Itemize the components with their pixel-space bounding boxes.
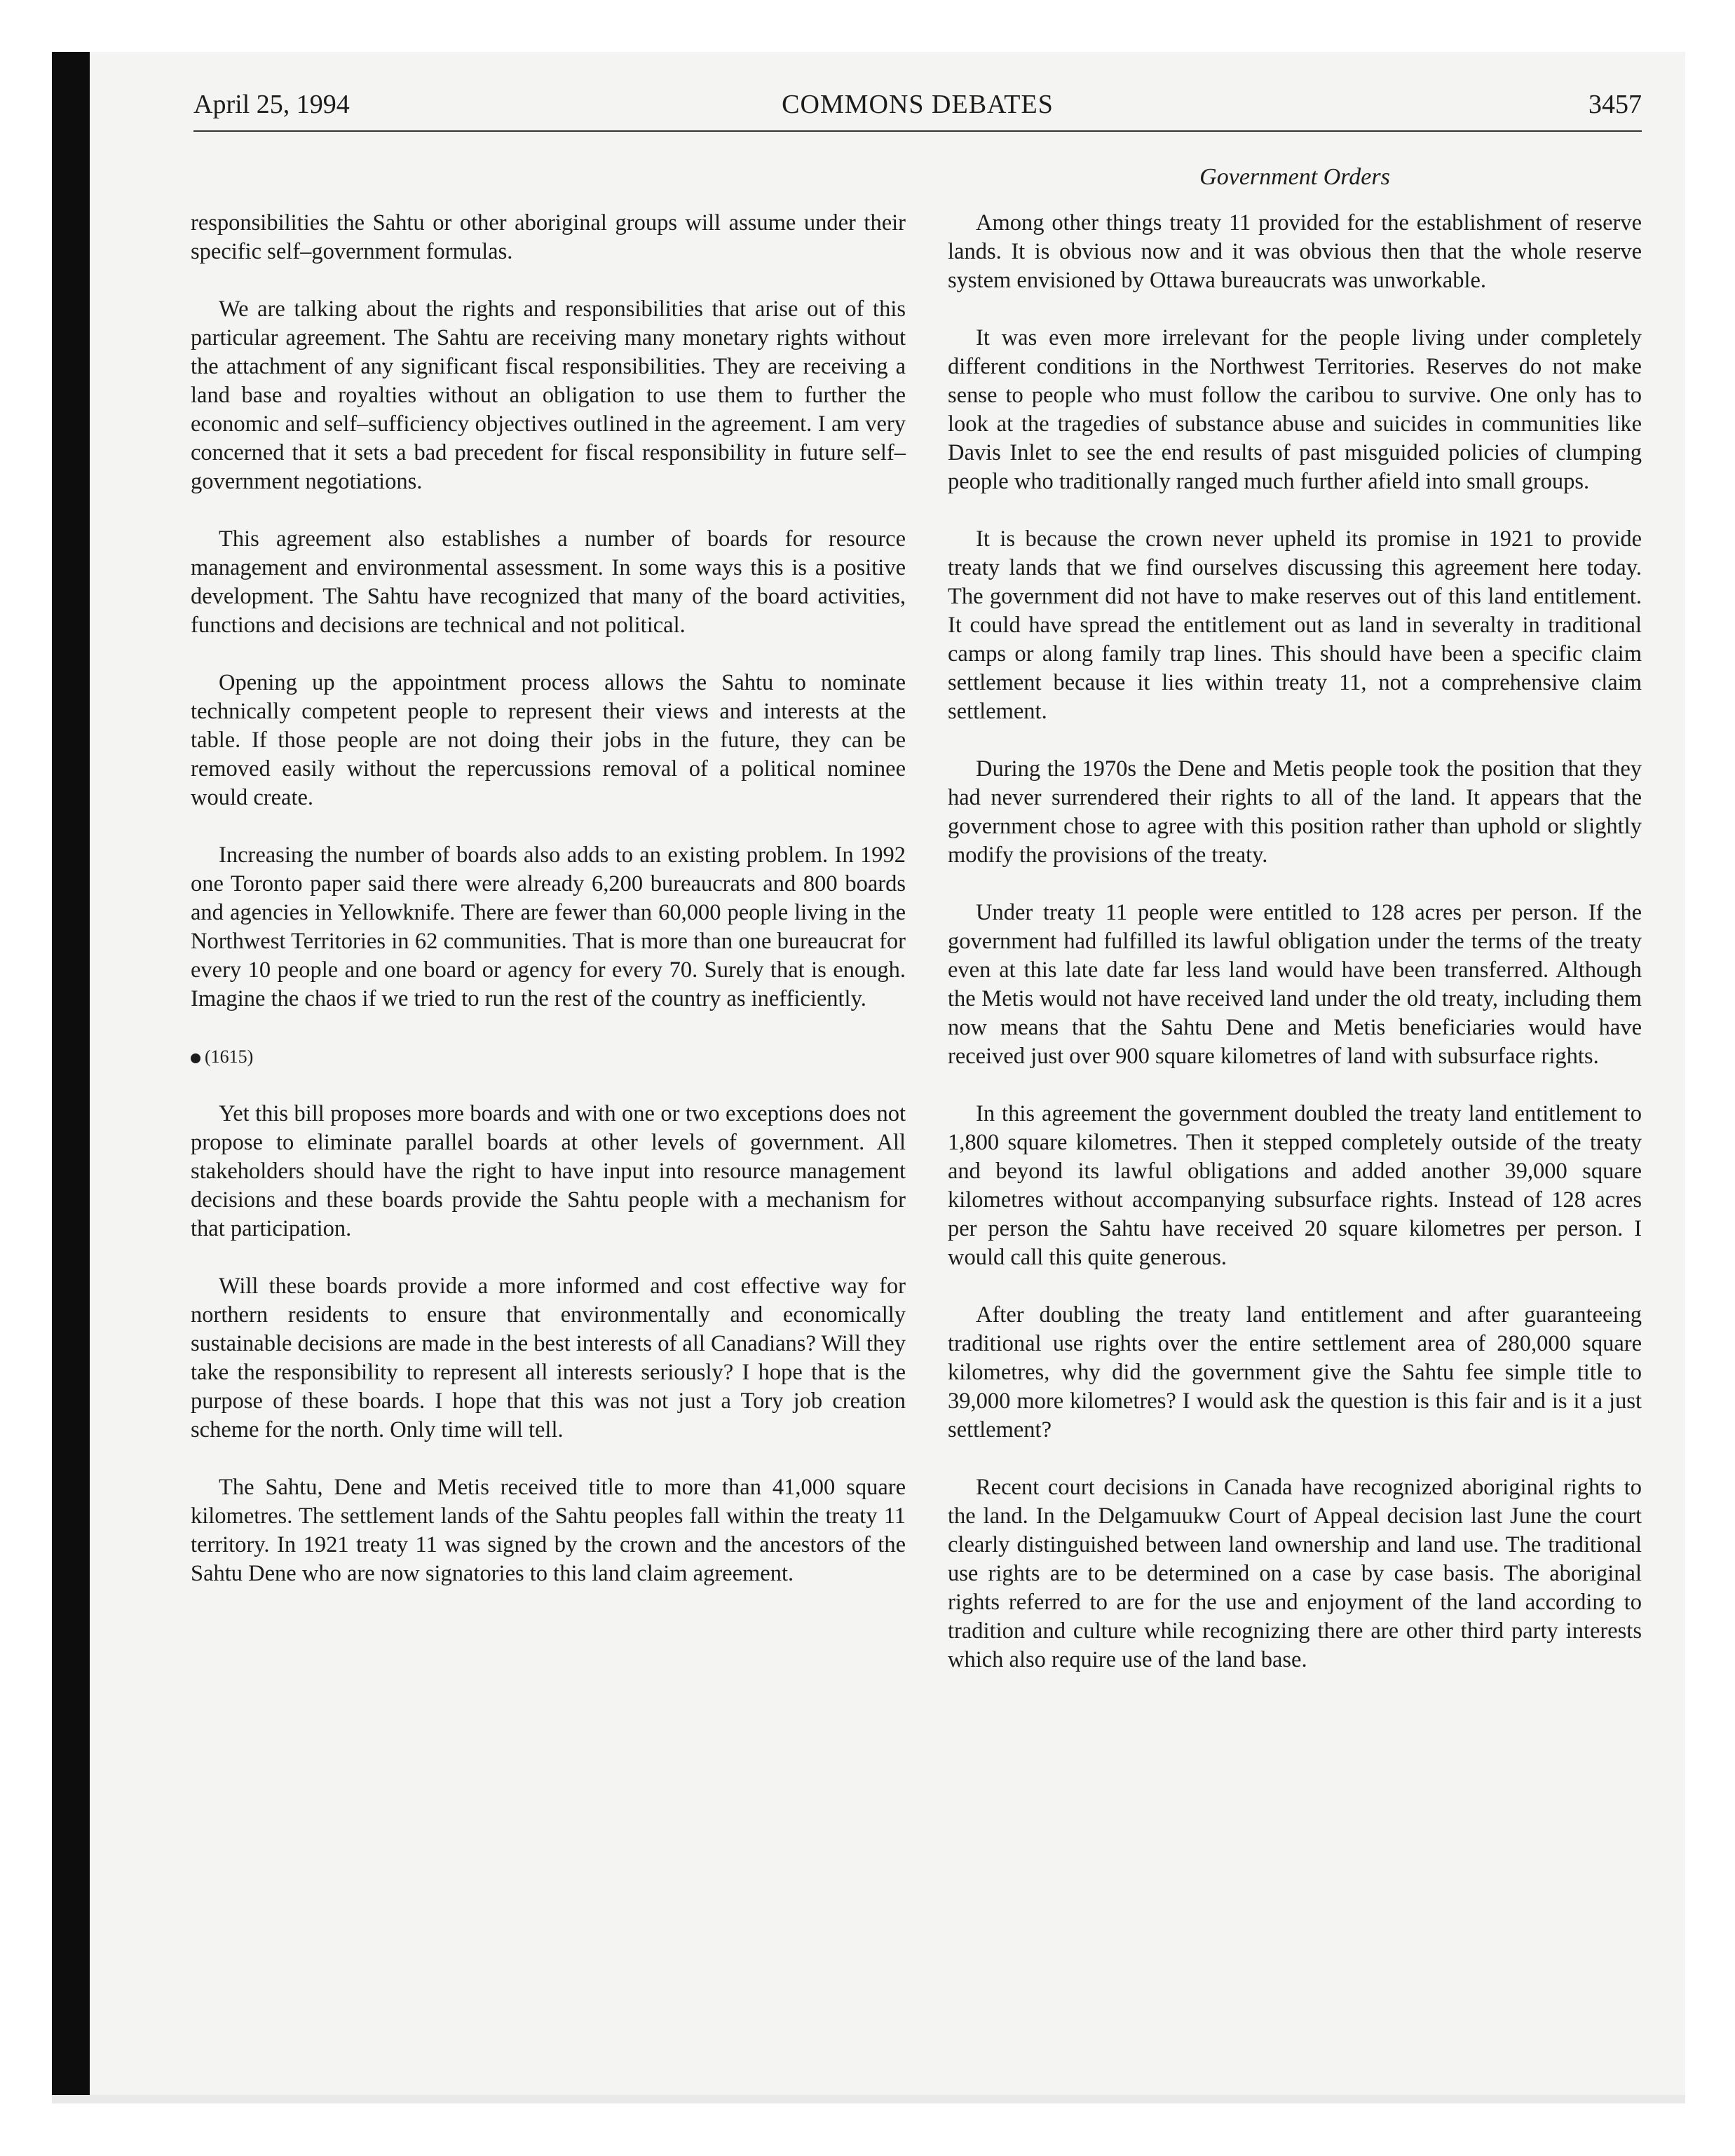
paragraph: It is because the crown never upheld its promise in 1921 to provide treaty lands that we find ourselves discussing this agreement here today. The government did not have to make reserves out of this land entitlement. It could have spread the entitlement out as land in severalty in traditional camps or along family trap lines. This should have been a specific claim settlement because it lies within treaty 11, not a comprehensive claim settlement. <box>948 526 1642 724</box>
header-page-number: 3457 <box>1588 90 1642 119</box>
header-journal-title: COMMONS DEBATES <box>782 90 1054 119</box>
paragraph: During the 1970s the Dene and Metis people took the position that they had never surrendered their rights to all of the land. It appears that the government chose to agree with this position rather than uphold or slightly modify the provisions of the treaty. <box>948 756 1642 868</box>
paragraph: Among other things treaty 11 provided for the establishment of reserve lands. It is obvious now and it was obvious then that the whole reserve system envisioned by Ottawa bureaucrats was unworkable. <box>948 210 1642 293</box>
section-label: Government Orders <box>1199 164 1390 190</box>
paragraph: The Sahtu, Dene and Metis received title to more than 41,000 square kilometres. The settlement lands of the Sahtu peoples fall within the treaty 11 territory. In 1921 treaty 11 was signed by the crown and the ancestors of the Sahtu Dene who are now signatories to this land claim agreement. <box>191 1475 906 1586</box>
right-column <box>948 209 1642 1703</box>
time-marker <box>191 1042 906 1071</box>
bullet-icon <box>191 1053 200 1063</box>
scan-bottom-edge <box>52 2095 1685 2103</box>
paragraph: We are talking about the rights and responsibilities that arise out of this particular agreement. The Sahtu are receiving many monetary rights without the attachment of any significant fiscal responsibilities. They are receiving a land base and royalties without an obligation to use them to further the economic and self–sufficiency objectives outlined in the agreement. I am very concerned that it sets a bad precedent for fiscal responsibility in future self–government negotiations. <box>191 296 906 494</box>
header-rule <box>193 130 1642 132</box>
paragraph: responsibilities the Sahtu or other aboriginal groups will assume under their specific self–government formulas. <box>191 210 906 264</box>
paragraph: After doubling the treaty land entitlement and after guaranteeing traditional use rights over the entire settlement area of 280,000 square kilometres, why did the government give the Sahtu fee simple title to 39,000 more kilometres? I would ask the question is this fair and is it a just settlement? <box>948 1302 1642 1442</box>
paragraph: Will these boards provide a more informed and cost effective way for northern residents to ensure that environmentally and economically sustainable decisions are made in the best interests of all Canadians? Will they take the responsibility to represent all interests seriously? I hope that is the purpose of these boards. I hope that this was not just a Tory job creation scheme for the north. Only time will tell. <box>191 1274 906 1442</box>
scan-edge-shadow <box>52 52 90 2095</box>
paragraph: Yet this bill proposes more boards and with one or two exceptions does not propose to eliminate parallel boards at other levels of government. All stakeholders should have the right to have input into resource management decisions and these boards provide the Sahtu people with a mechanism for that participation. <box>191 1101 906 1241</box>
paragraph: It was even more irrelevant for the people living under completely different conditions in the Northwest Territories. Reserves do not make sense to people who must follow the caribou to survive. One only has to look at the tragedies of substance abuse and suicides in communities like Davis Inlet to see the end results of past misguided policies of clumping people who traditionally ranged much further afield into small groups. <box>948 325 1642 494</box>
header-date: April 25, 1994 <box>193 90 350 119</box>
running-header <box>193 86 1642 128</box>
paragraph: Increasing the number of boards also adds to an existing problem. In 1992 one Toronto paper said there were already 6,200 bureaucrats and 800 boards and agencies in Yellowknife. There are fewer than 60,000 people living in the Northwest Territories in 62 communities. That is more than one bureaucrat for every 10 people and one board or agency for every 70. Surely that is enough. Imagine the chaos if we tried to run the rest of the country as inefficiently. <box>191 842 906 1011</box>
time-marker-text: (1615) <box>205 1046 254 1067</box>
paragraph: Opening up the appointment process allows the Sahtu to nominate technically competent people to represent their views and interests at the table. If those people are not doing their jobs in the future, they can be removed easily without the repercussions removal of a political nominee would create. <box>191 670 906 810</box>
paragraph: Recent court decisions in Canada have recognized aboriginal rights to the land. In the Delgamuukw Court of Appeal decision last June the court clearly distinguished between land ownership and land use. The traditional use rights are to be determined on a case by case basis. The aboriginal rights referred to are for the use and enjoyment of the land according to tradition and culture while recognizing there are other third party interests which also require use of the land base. <box>948 1475 1642 1672</box>
paragraph: In this agreement the government doubled the treaty land entitlement to 1,800 square kilometres. Then it stepped completely outside of the treaty and beyond its lawful obligations and added another 39,000 square kilometres without accompanying subsurface rights. Instead of 128 acres per person the Sahtu have received 20 square kilometres per person. I would call this quite generous. <box>948 1101 1642 1270</box>
paragraph: Under treaty 11 people were entitled to 128 acres per person. If the government had fulfilled its lawful obligation under the terms of the treaty even at this late date far less land would have been transferred. Although the Metis would not have received land under the old treaty, including them now means that the Sahtu Dene and Metis beneficiaries would have received just over 900 square kilometres of land with subsurface rights. <box>948 900 1642 1069</box>
paragraph: This agreement also establishes a number of boards for resource management and environmental assessment. In some ways this is a positive development. The Sahtu have recognized that many of the board activities, functions and decisions are technical and not political. <box>191 526 906 638</box>
left-column <box>191 209 906 1617</box>
